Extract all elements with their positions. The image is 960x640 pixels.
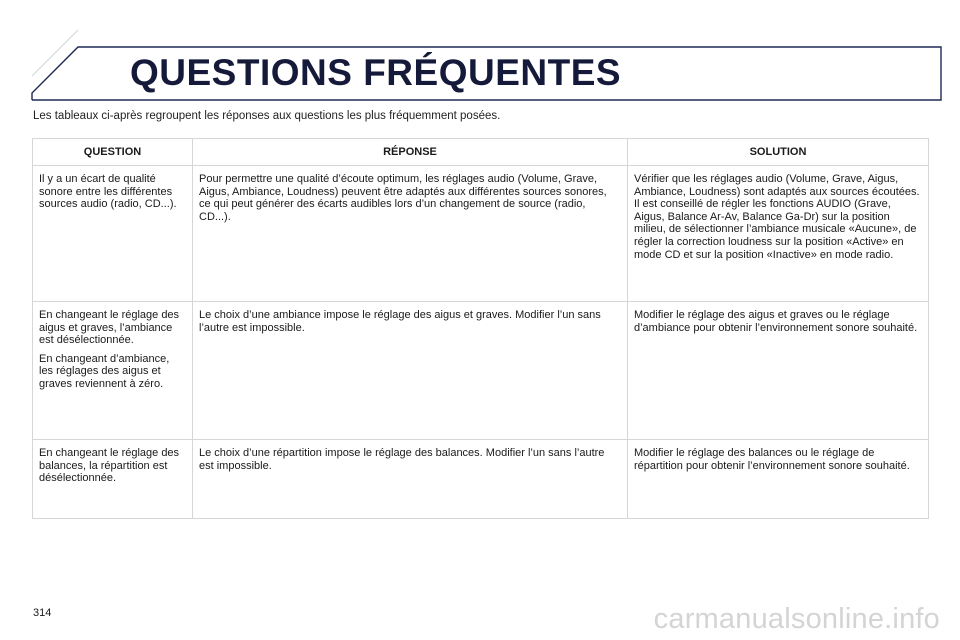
question-text: En changeant le réglage des aigus et graves, l’ambiance est désélectionnée. <box>39 309 180 347</box>
question-text: En changeant le réglage des balances, la répartition est désélectionnée. <box>39 447 180 485</box>
answer-cell: Pour permettre une qualité d’écoute optimum, les réglages audio (Volume, Grave, Aigus, Ambiance, Loudness) peuvent être adaptés aux différentes sources sonores, ce qui peut générer des écarts audibles lors d’un changement de source (radio, CD...). <box>193 166 628 302</box>
answer-cell: Le choix d’une répartition impose le réglage des balances. Modifier l’un sans l’autre est impossible. <box>193 440 628 519</box>
page-title: QUESTIONS FRÉQUENTES <box>130 52 622 93</box>
faq-table <box>32 138 929 519</box>
question-cell <box>33 166 193 302</box>
question-cell <box>33 440 193 519</box>
table-row <box>33 166 929 302</box>
solution-cell: Modifier le réglage des aigus et graves ou le réglage d’ambiance pour obtenir l’environnement sonore souhaité. <box>628 302 929 440</box>
page-number: 314 <box>33 607 52 619</box>
table-row <box>33 302 929 440</box>
table-header-row <box>33 139 929 166</box>
column-header-solution: SOLUTION <box>628 139 929 166</box>
column-header-answer: RÉPONSE <box>193 139 628 166</box>
table-row <box>33 440 929 519</box>
watermark-text: carmanualsonline.info <box>653 603 940 635</box>
solution-cell: Vérifier que les réglages audio (Volume, Grave, Aigus, Ambiance, Loudness) sont adaptés aux sources écoutées. Il est conseillé de régler les fonctions AUDIO (Grave, Aigus, Balance Ar-Av, Balance Ga-Dr) sur la position milieu, de sélectionner l’ambiance musicale «Aucune», de régler la correction loudness sur la position «Active» en mode CD et sur la position «Inactive» en mode radio. <box>628 166 929 302</box>
solution-cell: Modifier le réglage des balances ou le réglage de répartition pour obtenir l’environnement sonore souhaité. <box>628 440 929 519</box>
question-cell <box>33 302 193 440</box>
intro-text: Les tableaux ci-après regroupent les réponses aux questions les plus fréquemment posées. <box>33 110 501 122</box>
question-text: En changeant d’ambiance, les réglages des aigus et graves reviennent à zéro. <box>39 352 170 390</box>
answer-cell: Le choix d’une ambiance impose le réglage des aigus et graves. Modifier l’un sans l’autre est impossible. <box>193 302 628 440</box>
question-text: Il y a un écart de qualité sonore entre les différentes sources audio (radio, CD...). <box>39 173 177 211</box>
column-header-question: QUESTION <box>33 139 193 166</box>
